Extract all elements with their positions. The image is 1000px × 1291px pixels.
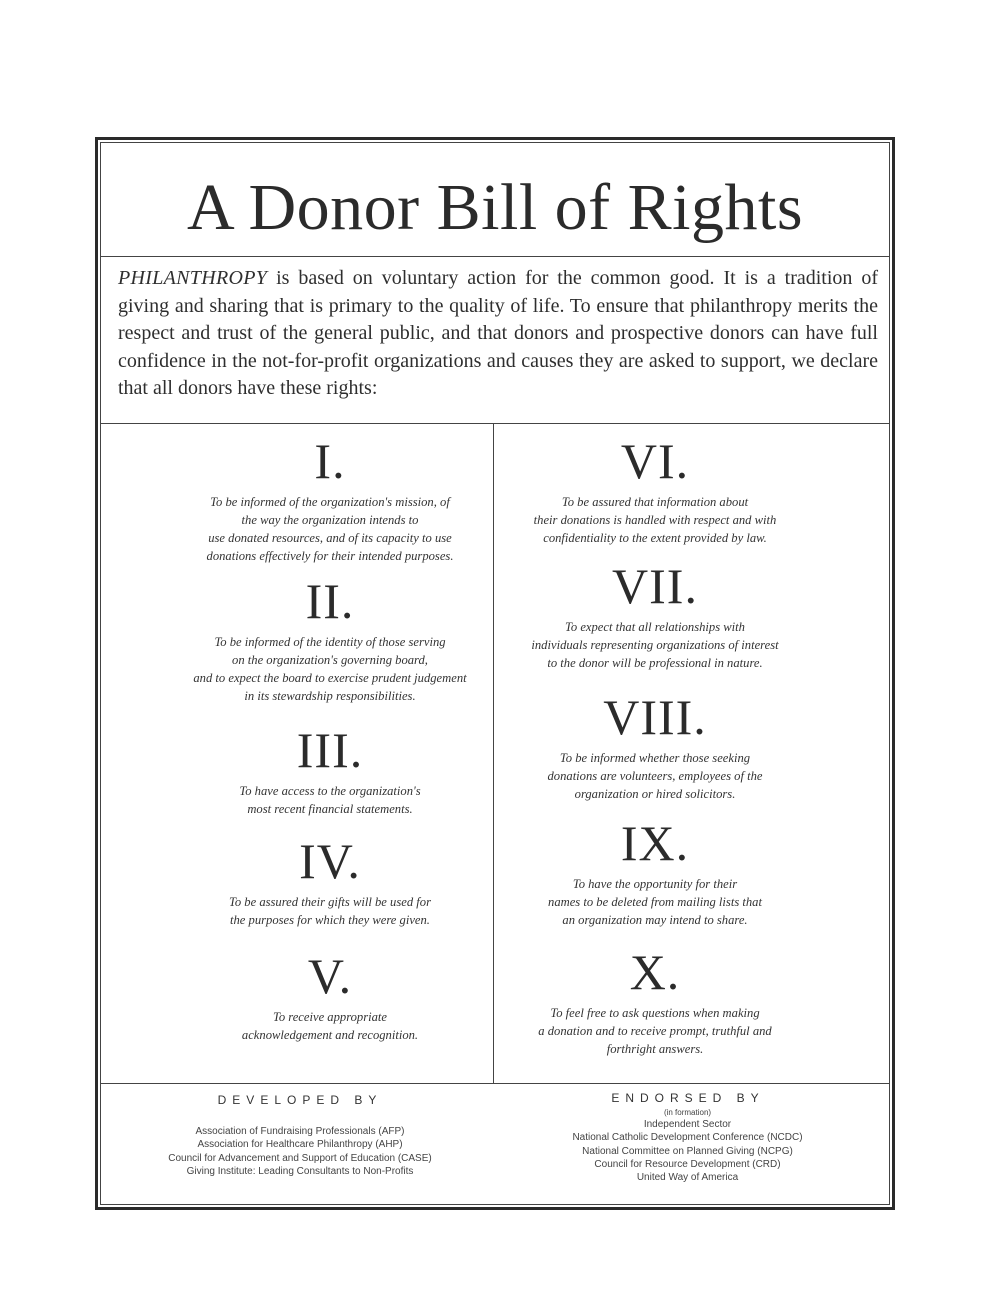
right-numeral: III. bbox=[296, 722, 364, 778]
endorsed-by-list bbox=[500, 1108, 875, 1184]
right-item-9 bbox=[455, 815, 855, 929]
right-line: a donation and to receive prompt, truthful and bbox=[538, 1024, 772, 1038]
intro-divider bbox=[100, 423, 890, 424]
endorsed-by-note: (in formation) bbox=[663, 1108, 712, 1117]
right-line: use donated resources, and of its capacity to use bbox=[208, 531, 452, 545]
right-line: forthright answers. bbox=[606, 1042, 704, 1056]
right-item-8 bbox=[455, 689, 855, 803]
right-line: to the donor will be professional in nature. bbox=[547, 656, 763, 670]
right-numeral: VII. bbox=[612, 558, 698, 614]
title-divider bbox=[100, 256, 890, 257]
right-line: acknowledgement and recognition. bbox=[241, 1028, 419, 1042]
developed-by-heading: DEVELOPED BY bbox=[217, 1093, 383, 1107]
right-numeral: X. bbox=[629, 944, 681, 1000]
right-line: To have the opportunity for their bbox=[572, 877, 738, 891]
right-numeral: II. bbox=[305, 573, 355, 629]
page-title: A Donor Bill of Rights bbox=[186, 171, 804, 244]
right-line: To have access to the organization's bbox=[239, 784, 421, 798]
right-line: their donations is handled with respect and with bbox=[533, 513, 777, 527]
right-line: To receive appropriate bbox=[272, 1010, 388, 1024]
intro-lead-word: PHILANTHROPY bbox=[118, 267, 268, 289]
right-line: most recent financial statements. bbox=[247, 802, 413, 816]
right-numeral: V. bbox=[307, 948, 353, 1004]
right-line: To feel free to ask questions when making bbox=[550, 1006, 760, 1020]
endorsed-by-heading: ENDORSED BY bbox=[611, 1091, 765, 1105]
right-description bbox=[455, 875, 855, 929]
right-item-7 bbox=[455, 558, 855, 672]
right-description bbox=[455, 618, 855, 672]
right-numeral: IX. bbox=[620, 815, 690, 871]
right-line: To be assured their gifts will be used for bbox=[229, 895, 431, 909]
right-line: To be informed of the organization's mission, of bbox=[210, 495, 450, 509]
right-line: names to be deleted from mailing lists that bbox=[548, 895, 762, 909]
right-line: donations effectively for their intended purposes. bbox=[206, 549, 454, 563]
right-line: donations are volunteers, employees of the bbox=[547, 769, 763, 783]
right-numeral: I. bbox=[314, 433, 346, 489]
right-line: To expect that all relationships with bbox=[565, 620, 745, 634]
developed-by-org: Giving Institute: Leading Consultants to Non-Profits bbox=[186, 1165, 414, 1177]
endorsed-by-org: National Catholic Development Conference (NCDC) bbox=[572, 1132, 803, 1144]
right-line: an organization may intend to share. bbox=[562, 913, 748, 927]
right-description bbox=[455, 1004, 855, 1058]
right-item-6 bbox=[455, 433, 855, 547]
endorsed-by-org: United Way of America bbox=[636, 1172, 739, 1184]
right-numeral: VI. bbox=[620, 433, 690, 489]
right-line: To be assured that information about bbox=[561, 495, 749, 509]
right-line: confidentiality to the extent provided by law. bbox=[543, 531, 767, 545]
right-line: To be informed of the identity of those serving bbox=[214, 635, 446, 649]
developed-by-list bbox=[120, 1125, 480, 1178]
right-line: the purposes for which they were given. bbox=[230, 913, 430, 927]
developed-by-org: Association of Fundraising Professionals (AFP) bbox=[195, 1126, 405, 1137]
endorsed-by-org: Council for Resource Development (CRD) bbox=[594, 1158, 781, 1170]
developed-by-org: Council for Advancement and Support of Education (CASE) bbox=[168, 1152, 432, 1164]
intro-body-text: is based on voluntary action for the common good. It is a tradition of giving and sharing that is primary to the quality of life. To ensure that philanthropy merits the respect and trust of the general public, and that donors and prospective donors can have full confidence in the not-for-profit organizations and causes they are asked to support, we declare that all donors have these rights: bbox=[118, 267, 878, 399]
credits-divider bbox=[100, 1083, 890, 1084]
right-item-10 bbox=[455, 944, 855, 1058]
developed-by-org: Association for Healthcare Philanthropy (AHP) bbox=[197, 1139, 403, 1151]
intro-paragraph bbox=[118, 265, 878, 403]
right-description bbox=[455, 749, 855, 803]
right-line: To be informed whether those seeking bbox=[559, 751, 751, 765]
right-numeral: VIII. bbox=[603, 689, 707, 745]
right-line: organization or hired solicitors. bbox=[574, 787, 736, 801]
right-line: the way the organization intends to bbox=[241, 513, 419, 527]
endorsed-by-org: National Committee on Planned Giving (NCPG) bbox=[582, 1145, 793, 1157]
right-line: in its stewardship responsibilities. bbox=[244, 689, 416, 703]
right-description bbox=[455, 493, 855, 547]
right-numeral: IV. bbox=[299, 833, 361, 889]
right-line: on the organization's governing board, bbox=[232, 653, 428, 667]
endorsed-by-org: Independent Sector bbox=[643, 1119, 732, 1130]
right-line: and to expect the board to exercise prudent judgement bbox=[193, 671, 467, 685]
right-line: individuals representing organizations of interest bbox=[531, 638, 779, 652]
